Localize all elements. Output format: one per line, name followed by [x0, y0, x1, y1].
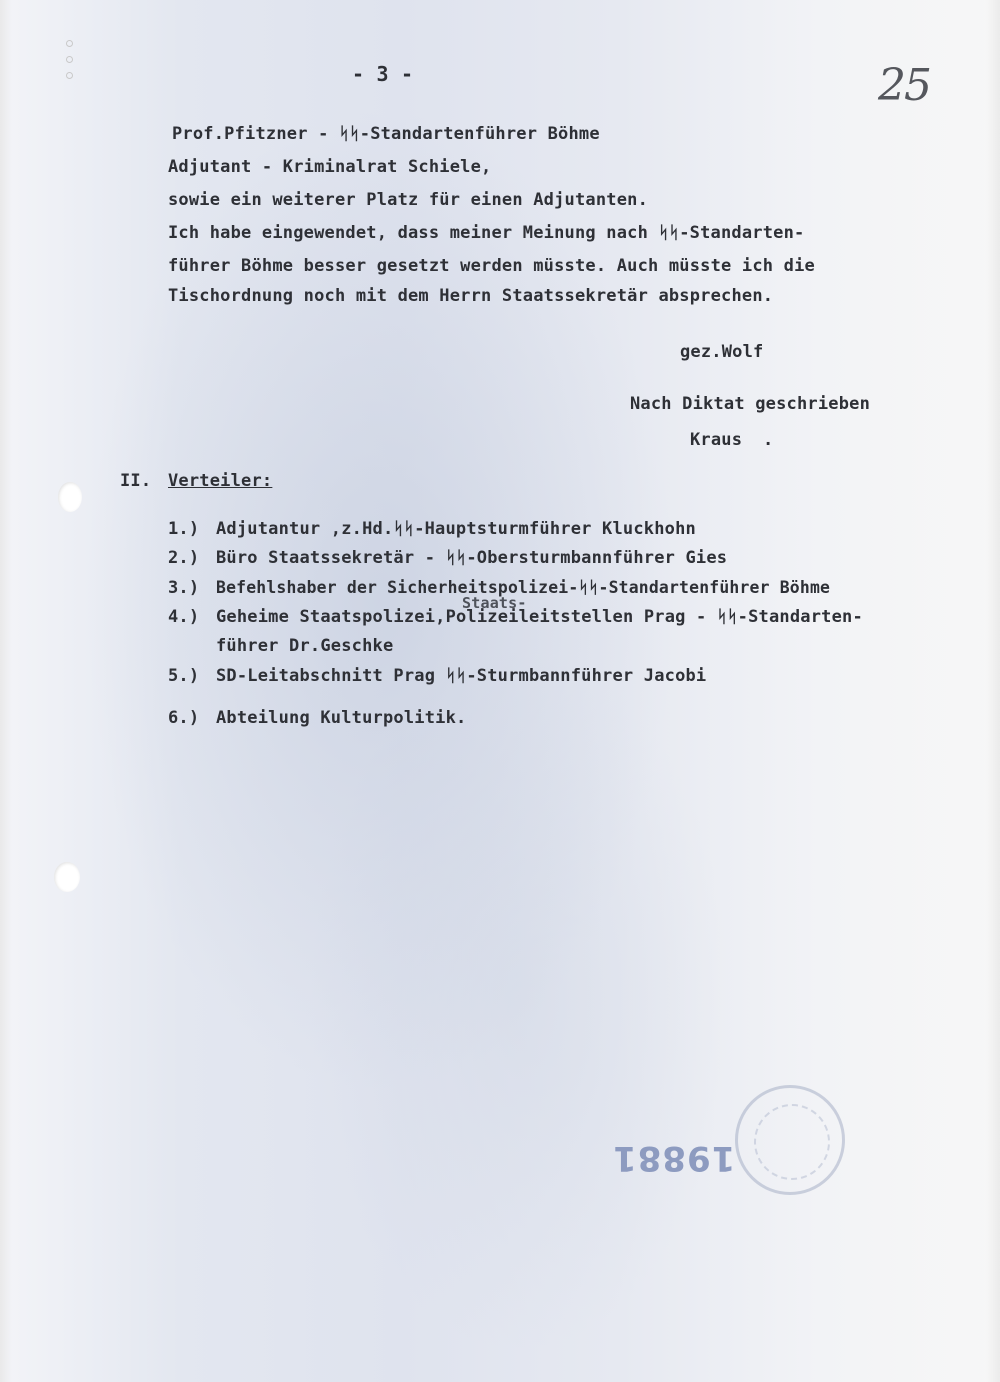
distribution-item-number: 6.): [168, 708, 200, 728]
staple-hole: [66, 72, 73, 79]
left-edge-shadow: [0, 0, 12, 1382]
archive-number-stamp: 19881: [612, 1138, 736, 1178]
page-number: - 3 -: [352, 62, 414, 86]
distribution-item-text: SD-Leitabschnitt Prag ᛋᛋ-Sturmbannführer Jacobi: [216, 666, 707, 686]
distribution-item-number: 4.): [168, 607, 200, 627]
seating-line-2: Adjutant - Kriminalrat Schiele,: [168, 157, 492, 177]
punch-hole-lower: [54, 862, 80, 892]
section-number: II.: [120, 471, 152, 491]
seating-line-1: Prof.Pfitzner - ᛋᛋ-Standartenführer Böhme: [172, 124, 600, 144]
right-edge-shadow: [986, 0, 1000, 1382]
typist-name: Kraus .: [690, 430, 774, 450]
distribution-item-number: 2.): [168, 548, 200, 568]
typed-insertion: Staats-: [462, 594, 527, 612]
staple-hole: [66, 40, 73, 47]
signature: gez.Wolf: [680, 342, 764, 362]
distribution-item-number: 3.): [168, 578, 200, 598]
punch-hole-upper: [58, 482, 82, 512]
distribution-heading: Verteiler:: [168, 471, 273, 491]
handwritten-folio-number: 25: [878, 60, 930, 111]
archive-stamp: [735, 1085, 845, 1195]
dictation-note: Nach Diktat geschrieben: [630, 394, 871, 414]
distribution-item-text: Abteilung Kulturpolitik.: [216, 708, 467, 728]
body-line-1: Ich habe eingewendet, dass meiner Meinung nach ᛋᛋ-Standarten-: [168, 223, 805, 243]
distribution-item-text: Befehlshaber der Sicherheitspolizei-ᛋᛋ-Standartenführer Böhme: [216, 578, 831, 597]
body-line-3: Tischordnung noch mit dem Herrn Staatssekretär absprechen.: [168, 286, 774, 306]
staple-hole: [66, 56, 73, 63]
seating-line-3: sowie ein weiterer Platz für einen Adjutanten.: [168, 190, 649, 210]
body-line-2: führer Böhme besser gesetzt werden müsste. Auch müsste ich die: [168, 256, 815, 276]
distribution-item-text: Büro Staatssekretär - ᛋᛋ-Obersturmbannführer Gies: [216, 548, 728, 568]
distribution-item-number: 5.): [168, 666, 200, 686]
distribution-item-continuation: führer Dr.Geschke: [216, 636, 394, 656]
distribution-item-text: Geheime Staatspolizei,Polizeileitstellen Prag - ᛋᛋ-Standarten-: [216, 607, 863, 627]
distribution-item-number: 1.): [168, 519, 200, 539]
distribution-item-text: Adjutantur ,z.Hd.ᛋᛋ-Hauptsturmführer Kluckhohn: [216, 519, 696, 539]
archive-stamp-ring: [754, 1104, 830, 1180]
